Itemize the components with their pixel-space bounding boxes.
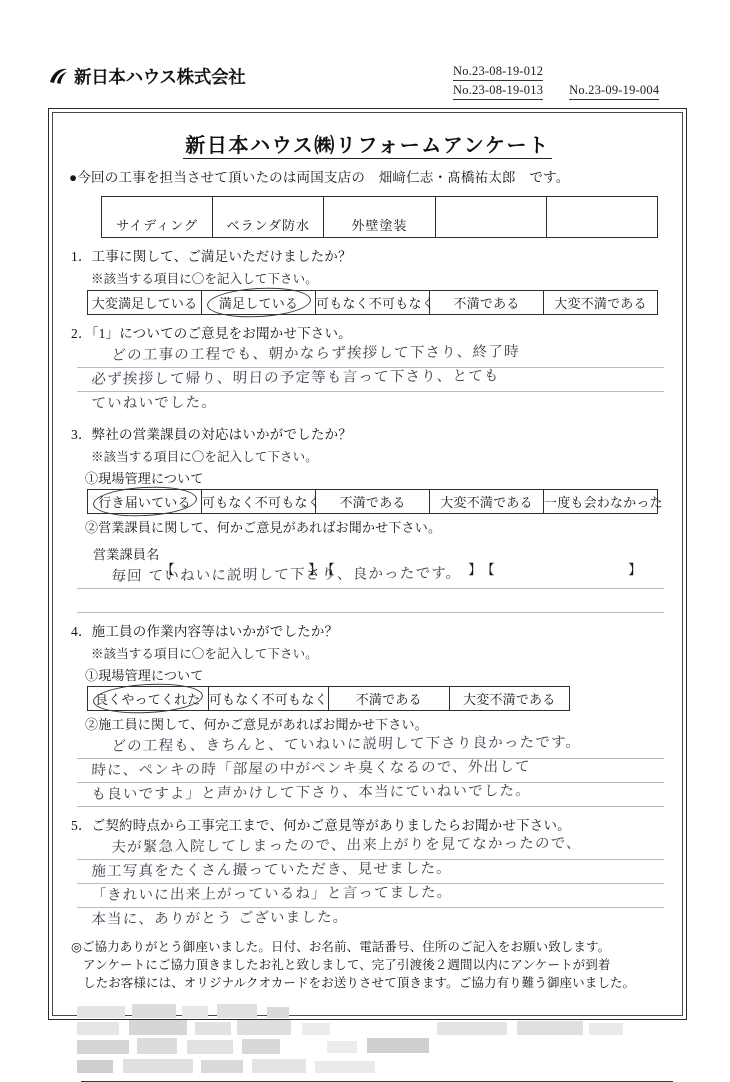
survey-sheet bbox=[48, 108, 687, 1020]
question-4-sub1: ①現場管理について bbox=[85, 668, 204, 683]
document-number-row bbox=[453, 81, 659, 100]
question-5-text: 5．ご契約時点から工事完工まで、何かご意見等がありましたらお聞かせ下さい。 bbox=[71, 818, 571, 833]
footer-line: したお客様には、オリジナルクオカードをお送りさせて頂きます。ご協力有り難う御座いました。 bbox=[83, 976, 636, 991]
question-4-text: 4．施工員の作業内容等はいかがでしたか？ bbox=[71, 624, 339, 639]
handwriting-line bbox=[77, 589, 664, 613]
swoosh-logo-icon bbox=[48, 66, 70, 88]
question-4-sub2: ②施工員に関して、何かご意見があればお聞かせ下さい。 bbox=[85, 717, 428, 732]
handwritten-text: どの工事の工程でも、朝かならず挨拶して下さり、終了時 bbox=[111, 344, 520, 364]
table-row bbox=[88, 687, 570, 711]
document-numbers bbox=[453, 62, 659, 100]
handwritten-text bbox=[77, 605, 678, 610]
question-2-text: 2．「1」についてのご意見をお聞かせ下さい。 bbox=[71, 326, 352, 341]
company-name: 新日本ハウス株式会社 bbox=[74, 68, 246, 88]
form-title bbox=[67, 129, 668, 158]
work-types-table bbox=[101, 196, 658, 238]
handwriting-line bbox=[77, 783, 664, 807]
question-1-options-table bbox=[87, 290, 658, 315]
work-type-cell[interactable]: 外壁塗装 bbox=[324, 197, 435, 238]
document-number: No.23-08-19-013 bbox=[453, 81, 543, 100]
footer-notice bbox=[71, 938, 668, 992]
q3-option-2[interactable]: 不満である bbox=[316, 490, 430, 514]
question-3-options-table bbox=[87, 489, 663, 514]
question-3-sub1: ①現場管理について bbox=[85, 471, 204, 486]
q1-option-4[interactable]: 大変不満である bbox=[544, 291, 658, 315]
q1-option-0[interactable]: 大変満足している bbox=[88, 291, 202, 315]
question-4-answer[interactable] bbox=[67, 735, 668, 807]
handwritten-text: 毎回 ていねいに説明して下さり、良かったです。 bbox=[111, 565, 462, 585]
document-number: No.23-08-19-012 bbox=[453, 62, 543, 81]
survey-content bbox=[53, 113, 682, 1015]
q4-option-0-selected[interactable]: 良くやってくれた bbox=[88, 687, 209, 711]
q4-option-3[interactable]: 大変不満である bbox=[449, 687, 570, 711]
footer-line: アンケートにご協力頂きましたお礼と致しまして、完了引渡後２週間以内にアンケートが到着 bbox=[83, 958, 611, 973]
question-4-options-table bbox=[87, 686, 570, 711]
work-type-cell[interactable] bbox=[435, 197, 546, 238]
handwritten-text: も良いですよ」と声かけして下さり、本当にていねいでした。 bbox=[91, 783, 532, 803]
question-3-text: 3．弊社の営業課員の対応はいかがでしたか？ bbox=[71, 427, 352, 442]
table-row bbox=[88, 490, 658, 514]
intro-line: ●今回の工事を担当させて頂いたのは両国支店の 畑﨑仁志・髙橋祐太郎 です。 bbox=[69, 170, 570, 185]
handwritten-text: 施工写真をたくさん撮っていただき、見せました。 bbox=[91, 860, 453, 880]
q4-option-2[interactable]: 不満である bbox=[329, 687, 450, 711]
table-row bbox=[88, 291, 658, 315]
q3-option-0-selected[interactable]: 行き届いている bbox=[88, 490, 202, 514]
q1-option-1-selected[interactable]: 満足している bbox=[202, 291, 316, 315]
q4-option-1[interactable]: 可もなく不可もなく bbox=[208, 687, 329, 711]
form-title-text: 新日本ハウス㈱リフォームアンケート bbox=[185, 135, 550, 157]
question-4-note: ※該当する項目に〇を記入して下さい。 bbox=[91, 647, 318, 661]
q1-option-3[interactable]: 不満である bbox=[430, 291, 544, 315]
handwritten-text: 夫が緊急入院してしまったので、出来上がりを見てなかったので、 bbox=[111, 835, 583, 856]
question-1-note: ※該当する項目に〇を記入して下さい。 bbox=[91, 272, 318, 286]
masthead bbox=[48, 62, 687, 108]
handwritten-text: どの工程も、きちんと、ていねいに説明して下さり良かったです。 bbox=[111, 734, 582, 755]
company-logo-block bbox=[48, 64, 245, 89]
work-type-cell[interactable] bbox=[546, 197, 657, 238]
survey-sheet-inner-border bbox=[52, 112, 683, 1016]
question-3-sub2: ②営業課員に関して、何かご意見があればお聞かせ下さい。 bbox=[85, 520, 442, 535]
document-number-row bbox=[453, 62, 659, 81]
handwriting-line bbox=[77, 908, 664, 932]
footer-line: ◎ご協力ありがとう御座いました。日付、お名前、電話番号、住所のご記入をお願い致します。 bbox=[71, 940, 611, 954]
handwritten-text: 必ず挨拶して帰り、明日の予定等も言って下さり、とても bbox=[91, 368, 500, 388]
handwritten-text: 本当に、ありがとう ございました。 bbox=[91, 909, 349, 928]
question-3-answer[interactable] bbox=[67, 565, 668, 613]
q3-option-1[interactable]: 可もなく不可もなく bbox=[202, 490, 316, 514]
question-1-text: 1．工事に関して、ご満足いただけましたか？ bbox=[71, 249, 352, 264]
handwritten-text: 時に、ペンキの時「部屋の中がペンキ臭くなるので、外出して bbox=[91, 759, 532, 779]
q3-option-4[interactable]: 一度も会わなかった bbox=[544, 490, 658, 514]
document-number: No.23-09-19-004 bbox=[569, 81, 659, 100]
question-5-answer[interactable] bbox=[67, 836, 668, 932]
handwritten-text: 「きれいに出来上がっているね」と言ってました。 bbox=[91, 884, 453, 904]
question-3-note: ※該当する項目に〇を記入して下さい。 bbox=[91, 450, 318, 464]
handwriting-line bbox=[77, 392, 664, 416]
redacted-customer-info bbox=[77, 1004, 677, 1082]
sales-staff-name-label: 営業課員名 bbox=[93, 547, 160, 562]
q3-option-3[interactable]: 大変不満である bbox=[430, 490, 544, 514]
handwriting-line bbox=[77, 565, 664, 589]
work-type-cell[interactable]: ベランダ防水 bbox=[213, 197, 324, 238]
q1-option-2[interactable]: 可もなく不可もなく bbox=[316, 291, 430, 315]
table-row bbox=[102, 197, 658, 238]
work-type-cell[interactable]: サイディング bbox=[102, 197, 213, 238]
question-2-answer[interactable] bbox=[67, 344, 668, 416]
handwritten-text: ていねいでした。 bbox=[91, 394, 218, 412]
